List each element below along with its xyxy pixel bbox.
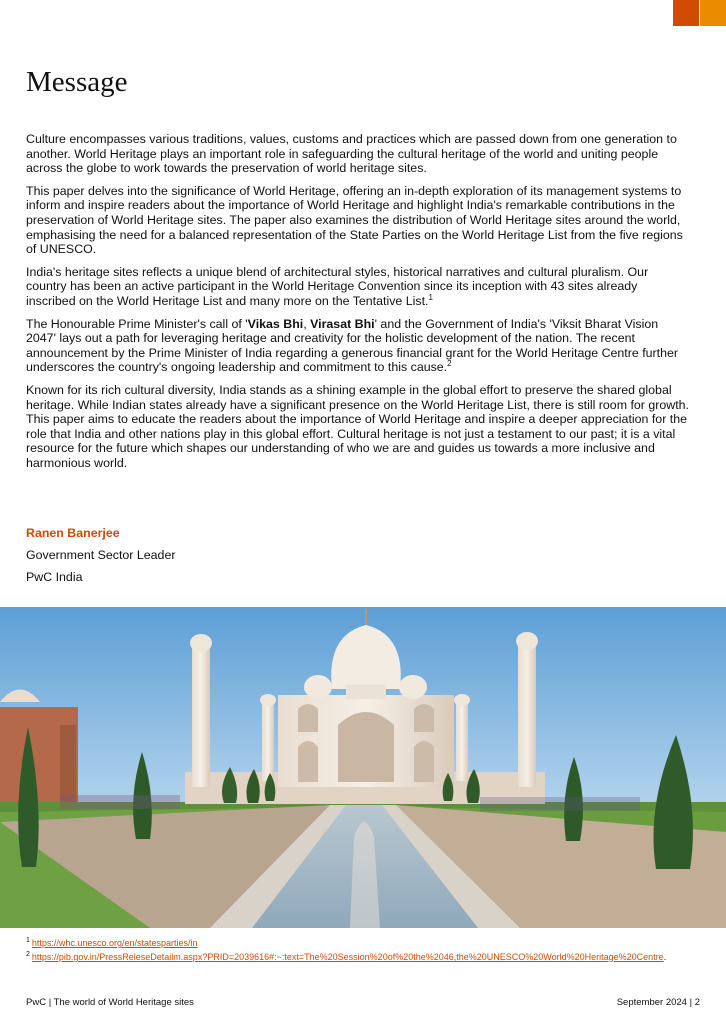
footnote-2	[26, 952, 686, 963]
paragraph-4	[26, 317, 690, 375]
message-body	[26, 132, 690, 478]
paragraph-5: Known for its rich cultural diversity, India stands as a shining example in the global effort to preserve the shared global heritage. While Indian states already have a significant presence on the World Heritage List, there is still room for growth. This paper aims to educate the readers about the importance of World Heritage and inspire a deeper appreciation for the role that India and other nations play in this global effort. Cultural heritage is not just a testament to our past; it is a vital resource for the future which shapes our understanding of who we are and guides us towards a more inclusive and harmonious world.	[26, 382, 690, 470]
footnote-2-suffix: .	[663, 952, 667, 962]
paragraph-4-rest: ' and the Government of India's 'Viksit Bharat Vision 2047' lays out a path for leveraging heritage and creativity for the holistic development of the nation. The recent announcement by the Prime Minister of India regarding a generous financial grant for the World Heritage Centre further underscores the country's ongoing leadership and commitment to this cause.	[26, 316, 679, 375]
taj-mahal-photo	[0, 607, 726, 928]
footer-date-page: September 2024 | 2	[616, 997, 700, 1008]
signatory-organisation: PwC India	[26, 570, 83, 584]
footnote-2-link[interactable]: https://pib.gov.in/PressReleseDetailm.aspx?PRID=2039616#:~:text=The%20Session%20of%20the%2046,the%20UNESCO%20World%20Heritage%20Centre	[31, 952, 664, 962]
paragraph-3-text: India's heritage sites reflects a unique blend of architectural styles, historical narratives and cultural pluralism. Our country has been an active participant in the World Heritage Convention since its inception with 43 sites already inscribed on the World Heritage List and many more on the Tentative List.	[26, 264, 649, 308]
footnote-ref-1[interactable]: 1	[428, 292, 433, 302]
paragraph-3	[26, 265, 690, 309]
slogan-separator: ,	[303, 316, 311, 331]
footnote-1-number: 1	[26, 937, 30, 944]
footnotes	[26, 938, 686, 966]
slogan-part-2: Virasat Bhi	[310, 316, 375, 331]
footnote-1	[26, 938, 686, 949]
brand-block-light	[700, 0, 726, 26]
signatory-name: Ranen Banerjee	[26, 526, 120, 540]
footer-title: PwC | The world of World Heritage sites	[26, 997, 194, 1008]
page-title: Message	[26, 66, 128, 98]
footnote-ref-2[interactable]: 2	[447, 359, 452, 369]
slogan-part-1: Vikas Bhi	[247, 316, 304, 331]
signatory-role: Government Sector Leader	[26, 548, 176, 562]
brand-block-dark	[673, 0, 699, 26]
footnote-1-link[interactable]: https://whc.unesco.org/en/statesparties/in	[31, 938, 198, 948]
paragraph-1: Culture encompasses various traditions, values, customs and practices which are passed down from one generation to another. World Heritage plays an important role in safeguarding the cultural heritage of the world and uniting people across the globe to work towards the preservation of world heritage sites.	[26, 132, 677, 176]
footnote-2-number: 2	[26, 951, 30, 958]
paragraph-2: This paper delves into the significance of World Heritage, offering an in-depth exploration of its management systems to inform and inspire readers about the importance of World Heritage and highlight India's remarkable contributions in the preservation of World Heritage sites. The paper also examines the distribution of World Heritage sites around the world, emphasising the need for a balanced representation of the State Parties on the World Heritage List from the five regions of UNESCO.	[26, 183, 683, 257]
paragraph-4-lead: The Honourable Prime Minister's call of '	[26, 316, 248, 331]
